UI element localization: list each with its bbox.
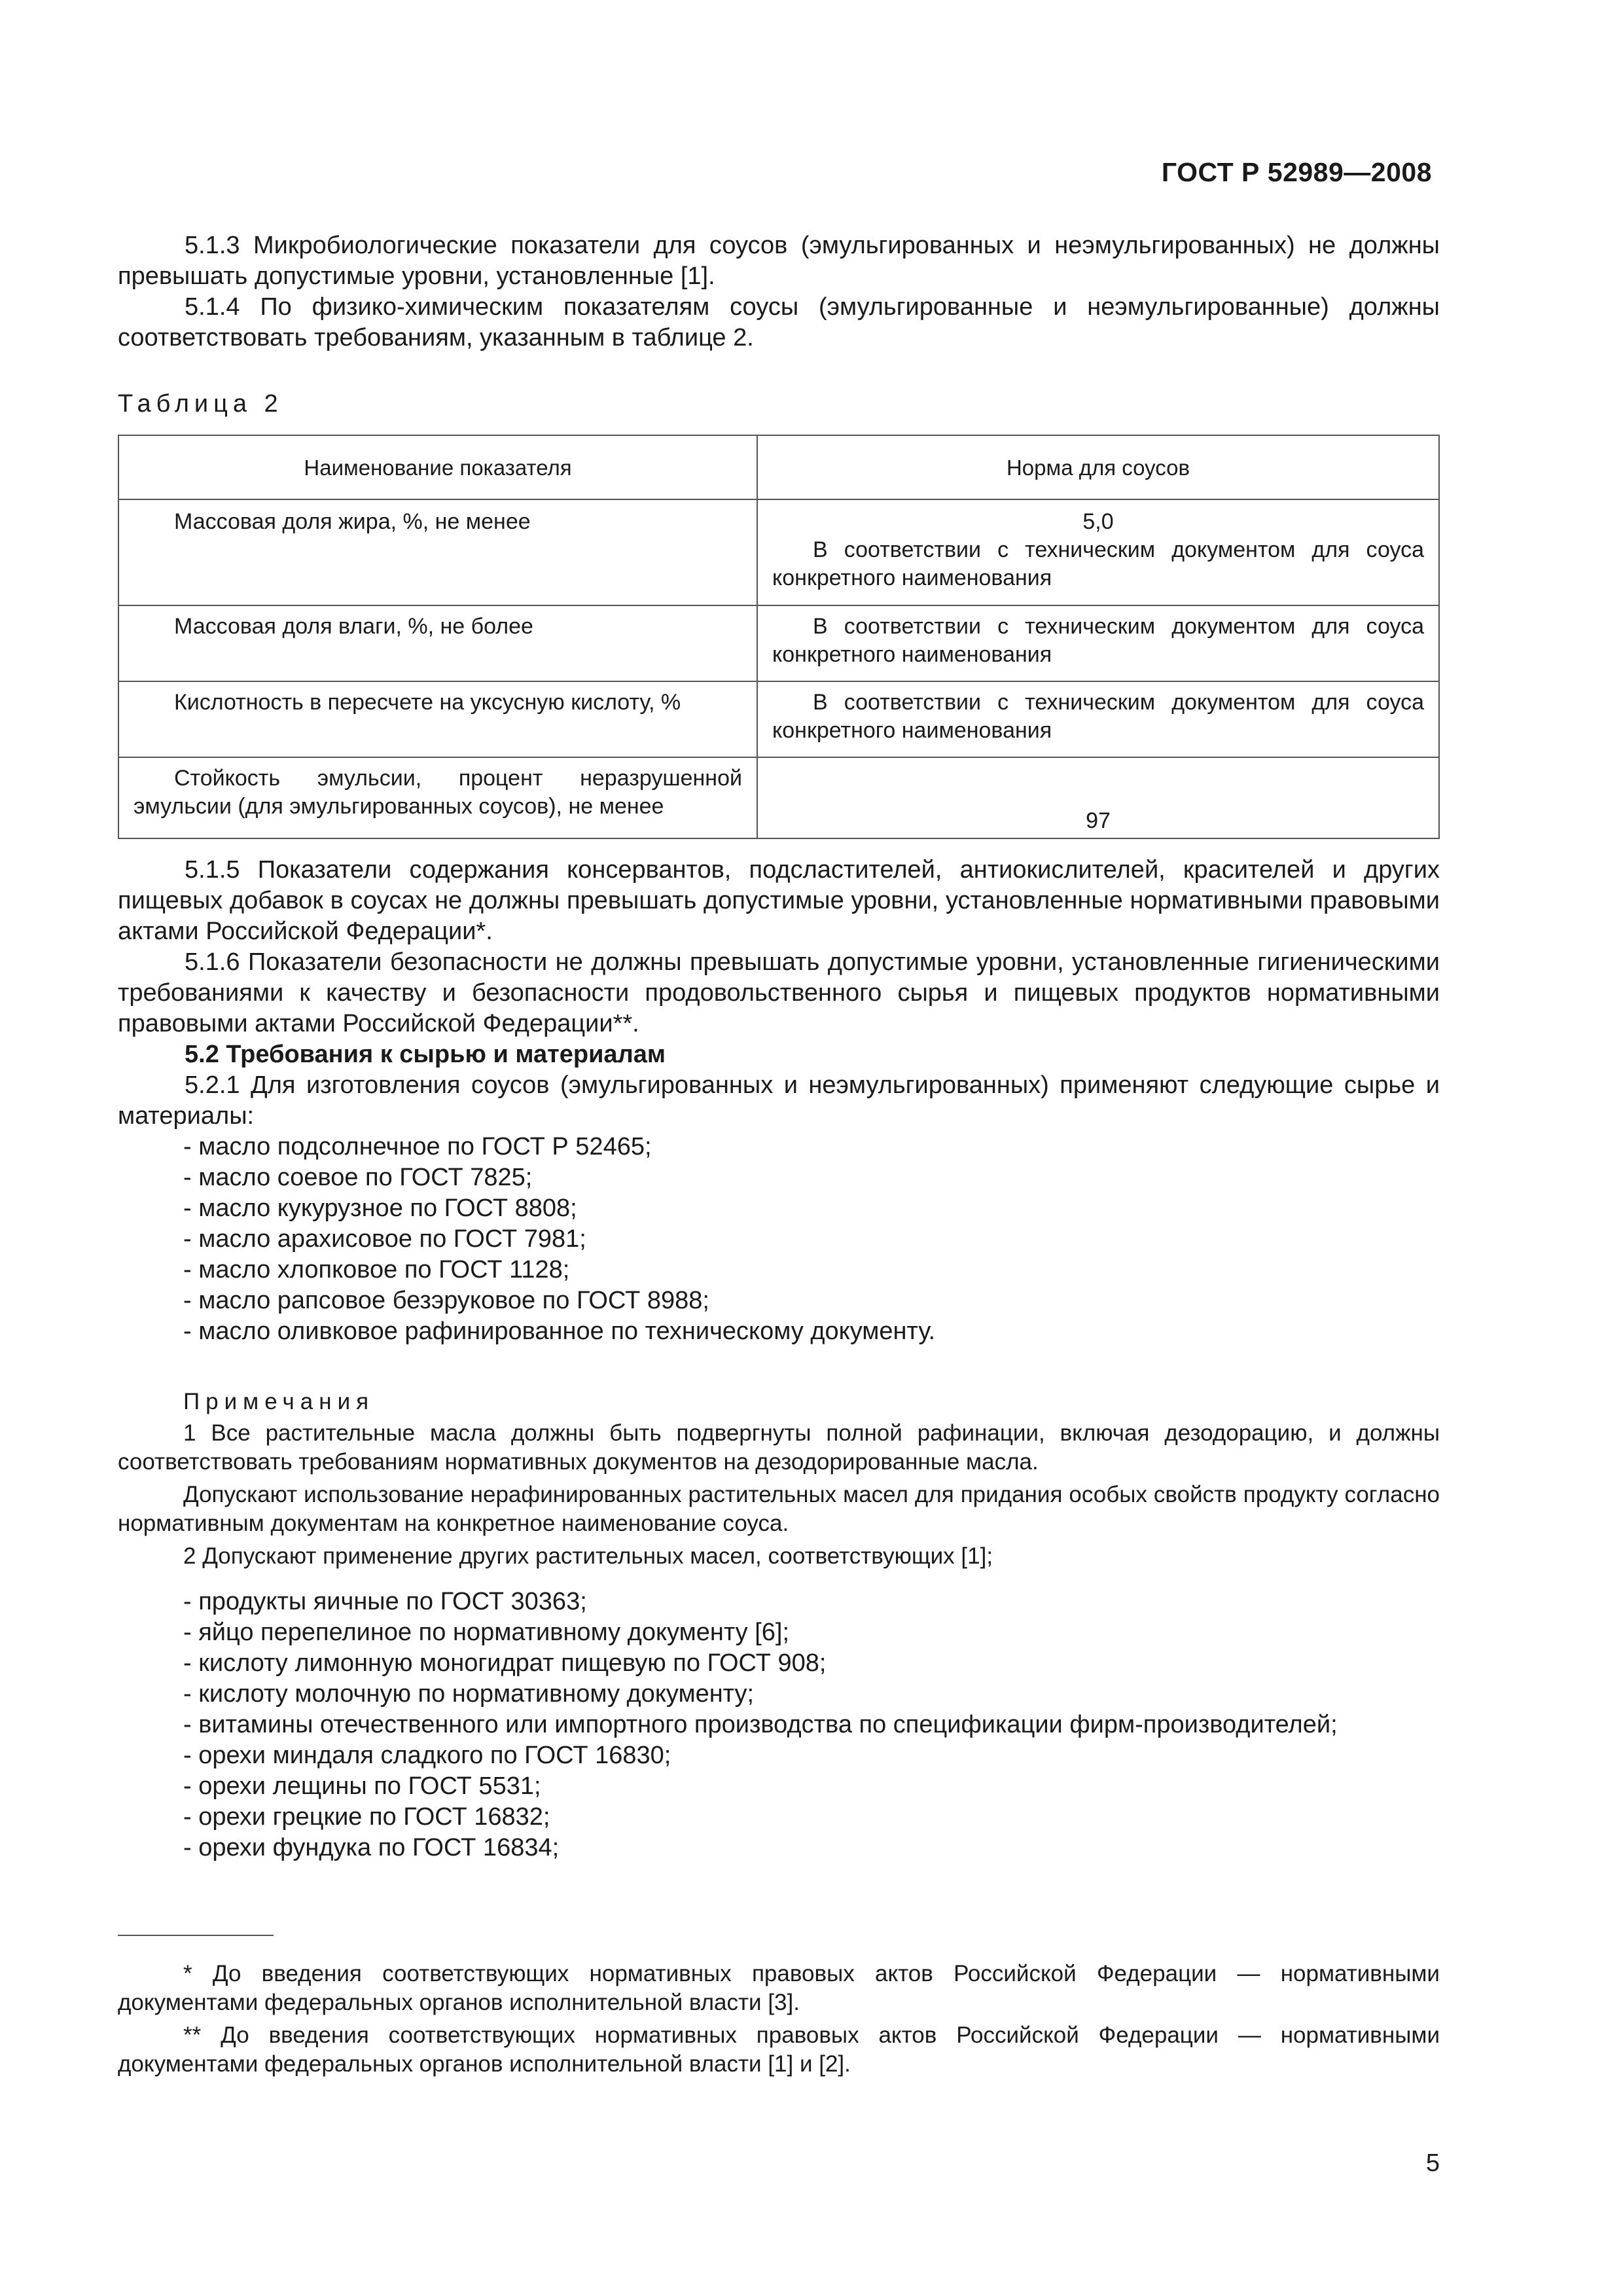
- table-cell-value: В соответствии с техническим документом для соуса конкретного наименования: [772, 690, 1424, 743]
- notes-title: Примечания: [183, 1389, 375, 1414]
- list-item: - яйцо перепелиное по нормативному документу [6];: [183, 1619, 790, 1646]
- paragraph-5-1-3: 5.1.3 Микробиологические показатели для соусов (эмульгированных и неэмульгированных) не должны превышать допустимые уровни, установленные [1].: [118, 232, 1440, 290]
- notes-section: [118, 1388, 1440, 1575]
- table-row: [118, 499, 1439, 605]
- table-cell-name: Стойкость эмульсии, процент неразрушенной эмульсии (для эмульгированных соусов), не менее: [134, 766, 742, 819]
- table-header-norm: Норма для соусов: [757, 435, 1439, 499]
- table-cell-name: Кислотность в пересчете на уксусную кислоту, %: [174, 690, 681, 715]
- section-heading-5-2: 5.2 Требования к сырью и материалам: [185, 1041, 666, 1068]
- footnote-divider: [118, 1935, 274, 1936]
- paragraph-5-1-5: 5.1.5 Показатели содержания консервантов, подсластителей, антиокислителей, красителей и других пищевых добавок в соусах не должны превышать допустимые уровни, установленные нормативными правовыми актами Российской Федерации*.: [118, 856, 1440, 945]
- document-header: ГОСТ Р 52989—2008: [1161, 157, 1432, 187]
- paragraph-5-1-6: 5.1.6 Показатели безопасности не должны превышать допустимые уровни, установленные гигиеническими требованиями к качеству и безопасности продовольственного сырья и пищевых продуктов нормативными правовыми актами Российской Федерации**.: [118, 948, 1440, 1037]
- table-cell-name: Массовая доля влаги, %, не более: [174, 614, 533, 639]
- list-item: - масло рапсовое безэруковое по ГОСТ 8988;: [183, 1287, 709, 1314]
- table-cell-name: Массовая доля жира, %, не менее: [174, 509, 531, 534]
- list-item: - масло оливковое рафинированное по техническому документу.: [183, 1318, 936, 1345]
- list-item: - орехи миндаля сладкого по ГОСТ 16830;: [183, 1742, 671, 1769]
- list-item: - масло арахисовое по ГОСТ 7981;: [183, 1225, 586, 1253]
- list-item: - масло подсолнечное по ГОСТ Р 52465;: [183, 1133, 652, 1160]
- list-item: - продукты яичные по ГОСТ 30363;: [183, 1588, 587, 1615]
- list-item: - орехи грецкие по ГОСТ 16832;: [183, 1803, 550, 1831]
- note-1: 1 Все растительные масла должны быть подвергнуты полной рафинации, включая дезодорацию, и должны соответствовать требованиям нормативных документов на дезодорированные масла.: [118, 1420, 1440, 1475]
- list-item: - кислоту лимонную моногидрат пищевую по ГОСТ 908;: [183, 1649, 827, 1677]
- paragraph-5-2-1: 5.2.1 Для изготовления соусов (эмульгированных и неэмульгированных) применяют следующие сырье и материалы:: [118, 1071, 1440, 1130]
- table-cell-value: 97: [1086, 808, 1111, 833]
- table-cell-value: В соответствии с техническим документом для соуса конкретного наименования: [772, 614, 1424, 667]
- list-item: - масло хлопковое по ГОСТ 1128;: [183, 1256, 570, 1283]
- table-row: [118, 605, 1439, 681]
- footnote-2: ** До введения соответствующих нормативных правовых актов Российской Федерации — нормативными документами федеральных органов исполнительной власти [1] и [2].: [118, 2022, 1440, 2077]
- note-2: 2 Допускают применение других растительных масел, соответствующих [1];: [183, 1543, 993, 1569]
- page-number: 5: [1425, 2149, 1440, 2177]
- table-cell-value: 5,0: [1082, 509, 1114, 534]
- note-1b: Допускают использование нерафинированных растительных масел для придания особых свойств продукту согласно нормативным документам на конкретное наименование соуса.: [118, 1482, 1440, 1536]
- requirements-table: [118, 435, 1440, 839]
- requirements-section: [118, 855, 1440, 1347]
- table-cell-value: В соответствии с техническим документом для соуса конкретного наименования: [772, 537, 1424, 590]
- materials-list: [118, 1587, 1440, 1863]
- paragraph-5-1-4: 5.1.4 По физико-химическим показателям соусы (эмульгированные и неэмульгированные) должны соответствовать требованиям, указанным в таблице 2.: [118, 293, 1440, 351]
- table-label: Таблица 2: [118, 390, 283, 418]
- list-item: - орехи фундука по ГОСТ 16834;: [183, 1834, 560, 1861]
- intro-section: [118, 230, 1440, 353]
- footnotes: [118, 1960, 1440, 2083]
- table-header-name: Наименование показателя: [118, 435, 757, 499]
- list-item: - орехи лещины по ГОСТ 5531;: [183, 1772, 541, 1800]
- list-item: - масло соевое по ГОСТ 7825;: [183, 1164, 533, 1191]
- table-header-row: [118, 435, 1439, 499]
- table-row: [118, 681, 1439, 757]
- list-item: - витамины отечественного или импортного производства по спецификации фирм-производителей;: [183, 1711, 1338, 1738]
- footnote-1: * До введения соответствующих нормативных правовых актов Российской Федерации — нормативными документами федеральных органов исполнительной власти [3].: [118, 1961, 1440, 2015]
- list-item: - масло кукурузное по ГОСТ 8808;: [183, 1194, 577, 1222]
- table-row: [118, 757, 1439, 838]
- list-item: - кислоту молочную по нормативному документу;: [183, 1680, 755, 1708]
